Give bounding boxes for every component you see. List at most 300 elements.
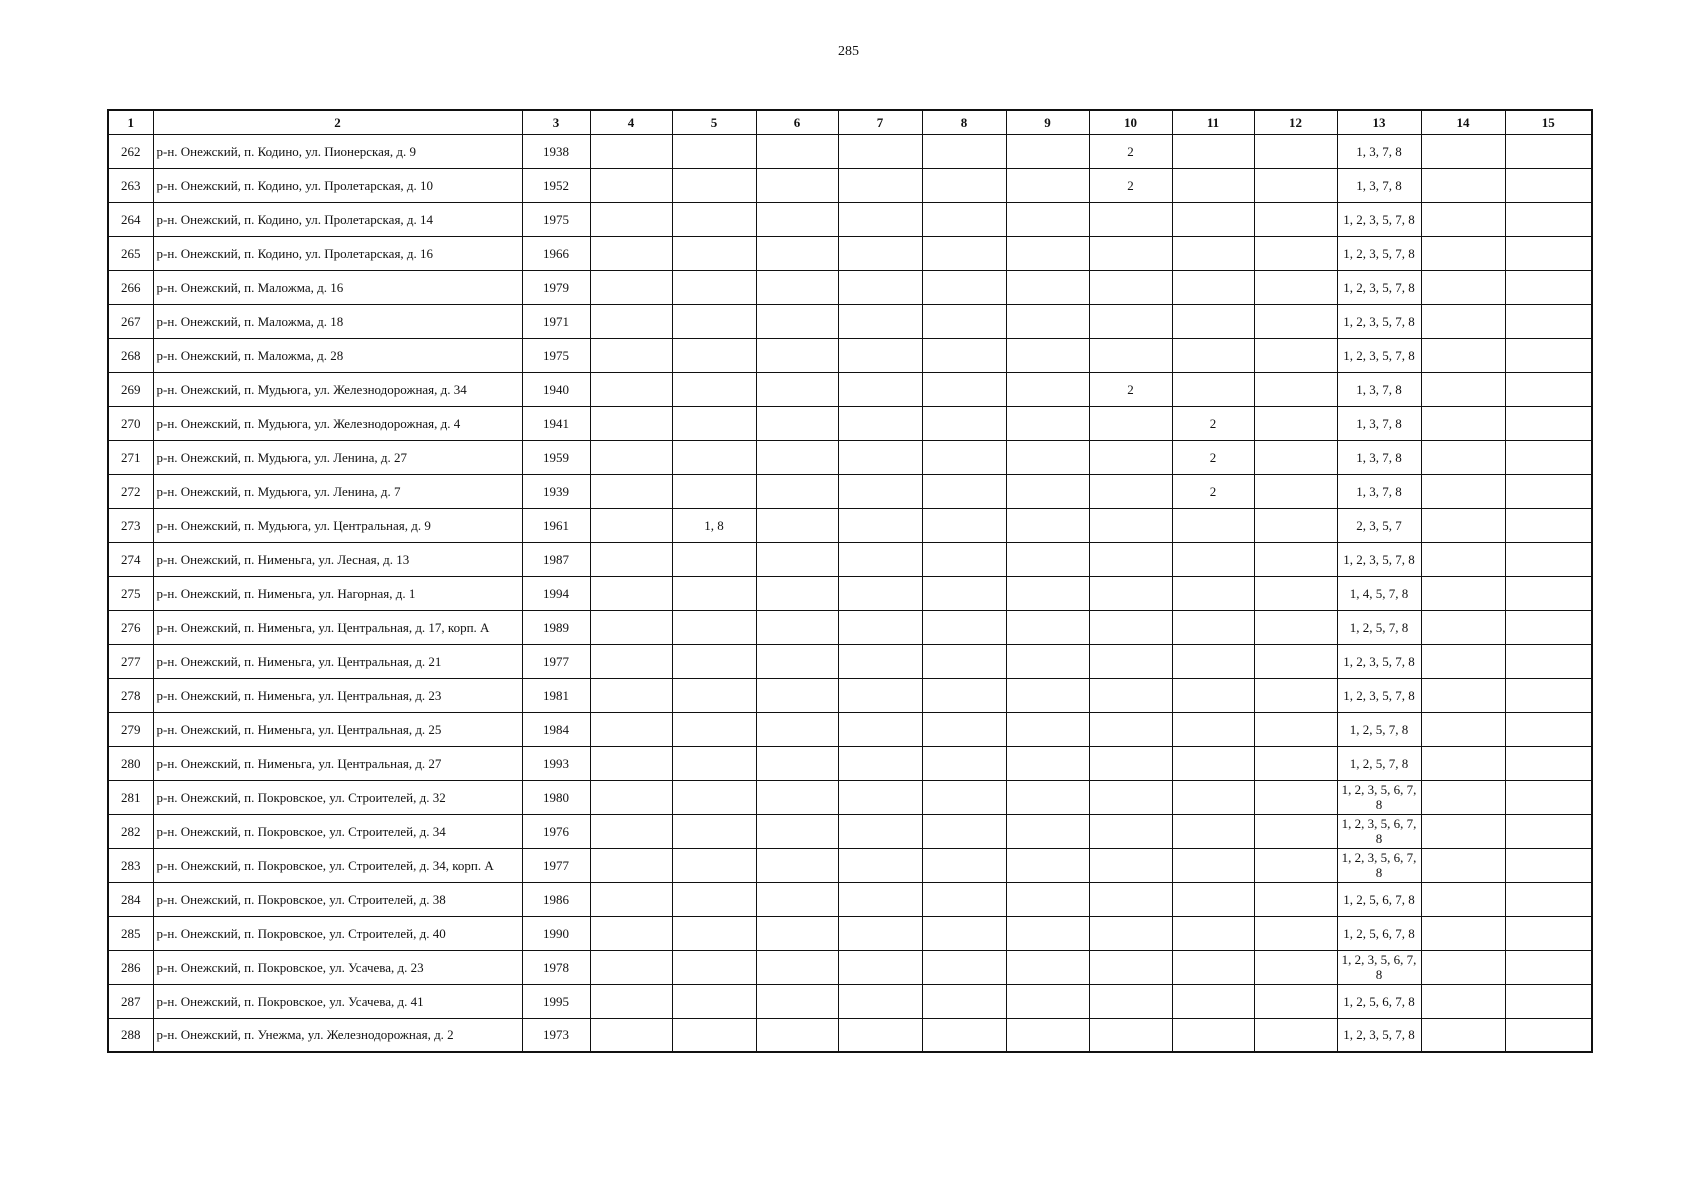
table-cell-col-7 <box>838 882 922 916</box>
page-number: 285 <box>838 44 859 59</box>
table-cell-col-9 <box>1006 202 1089 236</box>
table-cell-col-3: 1952 <box>522 168 590 202</box>
table-cell-col-12 <box>1254 1018 1337 1052</box>
table-cell-col-1: 278 <box>108 678 153 712</box>
column-header-12: 12 <box>1254 110 1337 134</box>
table-cell-col-14 <box>1421 644 1505 678</box>
table-cell-col-3: 1971 <box>522 304 590 338</box>
table-row <box>108 202 1592 236</box>
table-cell-col-11 <box>1172 372 1254 406</box>
table-cell-col-8 <box>922 746 1006 780</box>
table-cell-col-12 <box>1254 984 1337 1018</box>
table-cell-col-9 <box>1006 576 1089 610</box>
table-cell-col-13: 1, 2, 3, 5, 7, 8 <box>1337 202 1421 236</box>
table-cell-col-2: р-н. Онежский, п. Нименьга, ул. Центральная, д. 17, корп. А <box>153 610 522 644</box>
table-cell-col-2: р-н. Онежский, п. Покровское, ул. Строителей, д. 34 <box>153 814 522 848</box>
table-cell-col-15 <box>1505 270 1592 304</box>
table-cell-col-12 <box>1254 712 1337 746</box>
table-cell-col-6 <box>756 678 838 712</box>
column-header-8: 8 <box>922 110 1006 134</box>
table-cell-col-7 <box>838 508 922 542</box>
table-row <box>108 1018 1592 1052</box>
table-cell-col-13: 1, 2, 5, 7, 8 <box>1337 712 1421 746</box>
table-cell-col-15 <box>1505 814 1592 848</box>
table-cell-col-11 <box>1172 610 1254 644</box>
table-row <box>108 542 1592 576</box>
table-row <box>108 644 1592 678</box>
table-cell-col-8 <box>922 610 1006 644</box>
table-cell-col-5 <box>672 916 756 950</box>
table-cell-col-15 <box>1505 202 1592 236</box>
column-header-9: 9 <box>1006 110 1089 134</box>
table-cell-col-9 <box>1006 848 1089 882</box>
table-row <box>108 440 1592 474</box>
table-cell-col-12 <box>1254 202 1337 236</box>
table-cell-col-14 <box>1421 882 1505 916</box>
table-cell-col-1: 271 <box>108 440 153 474</box>
table-cell-col-13: 1, 2, 3, 5, 7, 8 <box>1337 236 1421 270</box>
table-cell-col-2: р-н. Онежский, п. Мудьюга, ул. Железнодорожная, д. 34 <box>153 372 522 406</box>
table-cell-col-12 <box>1254 576 1337 610</box>
table-cell-col-4 <box>590 440 672 474</box>
table-cell-col-8 <box>922 848 1006 882</box>
table-cell-col-9 <box>1006 644 1089 678</box>
table-cell-col-1: 263 <box>108 168 153 202</box>
table-cell-col-3: 1939 <box>522 474 590 508</box>
table-cell-col-11 <box>1172 984 1254 1018</box>
table-cell-col-15 <box>1505 746 1592 780</box>
table-row <box>108 950 1592 984</box>
table-cell-col-2: р-н. Онежский, п. Мудьюга, ул. Ленина, д. 27 <box>153 440 522 474</box>
table-row <box>108 712 1592 746</box>
table-cell-col-5 <box>672 406 756 440</box>
table-cell-col-5 <box>672 304 756 338</box>
table-cell-col-6 <box>756 576 838 610</box>
table-cell-col-14 <box>1421 780 1505 814</box>
table-cell-col-1: 277 <box>108 644 153 678</box>
table-cell-col-1: 288 <box>108 1018 153 1052</box>
table-cell-col-15 <box>1505 950 1592 984</box>
table-cell-col-13: 1, 2, 5, 7, 8 <box>1337 746 1421 780</box>
table-cell-col-13: 1, 2, 3, 5, 6, 7, 8 <box>1337 848 1421 882</box>
column-header-15: 15 <box>1505 110 1592 134</box>
table-cell-col-6 <box>756 338 838 372</box>
table-cell-col-2: р-н. Онежский, п. Нименьга, ул. Центральная, д. 21 <box>153 644 522 678</box>
table-cell-col-9 <box>1006 406 1089 440</box>
table-cell-col-2: р-н. Онежский, п. Покровское, ул. Строителей, д. 40 <box>153 916 522 950</box>
table-cell-col-9 <box>1006 134 1089 168</box>
table-cell-col-11 <box>1172 542 1254 576</box>
table-cell-col-3: 1978 <box>522 950 590 984</box>
table-cell-col-11: 2 <box>1172 474 1254 508</box>
table-cell-col-5: 1, 8 <box>672 508 756 542</box>
table-cell-col-10 <box>1089 678 1172 712</box>
table-cell-col-3: 1940 <box>522 372 590 406</box>
table-row <box>108 372 1592 406</box>
table-cell-col-10 <box>1089 406 1172 440</box>
table-cell-col-4 <box>590 950 672 984</box>
table-cell-col-7 <box>838 270 922 304</box>
table-cell-col-3: 1973 <box>522 1018 590 1052</box>
table-cell-col-6 <box>756 542 838 576</box>
table-cell-col-15 <box>1505 236 1592 270</box>
table-cell-col-10 <box>1089 780 1172 814</box>
table-cell-col-9 <box>1006 780 1089 814</box>
table-cell-col-12 <box>1254 338 1337 372</box>
header-row <box>108 110 1592 134</box>
table-cell-col-6 <box>756 916 838 950</box>
table-cell-col-14 <box>1421 678 1505 712</box>
table-cell-col-5 <box>672 712 756 746</box>
column-header-11: 11 <box>1172 110 1254 134</box>
table-row <box>108 576 1592 610</box>
table-row <box>108 780 1592 814</box>
table-cell-col-1: 267 <box>108 304 153 338</box>
table-cell-col-15 <box>1505 712 1592 746</box>
housing-register-table <box>107 109 1593 1053</box>
table-cell-col-4 <box>590 406 672 440</box>
table-cell-col-10 <box>1089 1018 1172 1052</box>
table-cell-col-11 <box>1172 168 1254 202</box>
table-cell-col-2: р-н. Онежский, п. Мудьюга, ул. Центральная, д. 9 <box>153 508 522 542</box>
table-cell-col-6 <box>756 474 838 508</box>
table-cell-col-7 <box>838 406 922 440</box>
table-cell-col-11 <box>1172 508 1254 542</box>
table-cell-col-3: 1977 <box>522 644 590 678</box>
column-header-3: 3 <box>522 110 590 134</box>
table-cell-col-3: 1981 <box>522 678 590 712</box>
table-cell-col-6 <box>756 168 838 202</box>
table-cell-col-14 <box>1421 474 1505 508</box>
table-cell-col-10 <box>1089 916 1172 950</box>
table-cell-col-3: 1941 <box>522 406 590 440</box>
table-cell-col-5 <box>672 882 756 916</box>
table-cell-col-14 <box>1421 610 1505 644</box>
table-cell-col-9 <box>1006 168 1089 202</box>
table-cell-col-11 <box>1172 338 1254 372</box>
table-cell-col-11 <box>1172 270 1254 304</box>
table-cell-col-2: р-н. Онежский, п. Нименьга, ул. Нагорная, д. 1 <box>153 576 522 610</box>
table-cell-col-12 <box>1254 474 1337 508</box>
table-cell-col-15 <box>1505 678 1592 712</box>
table-row <box>108 508 1592 542</box>
table-cell-col-9 <box>1006 474 1089 508</box>
table-cell-col-3: 1987 <box>522 542 590 576</box>
table-row <box>108 304 1592 338</box>
table-cell-col-1: 265 <box>108 236 153 270</box>
table-cell-col-14 <box>1421 1018 1505 1052</box>
table-cell-col-15 <box>1505 168 1592 202</box>
table-cell-col-5 <box>672 1018 756 1052</box>
table-cell-col-2: р-н. Онежский, п. Покровское, ул. Усачева, д. 41 <box>153 984 522 1018</box>
table-cell-col-12 <box>1254 542 1337 576</box>
table-cell-col-13: 1, 2, 5, 6, 7, 8 <box>1337 984 1421 1018</box>
table-cell-col-7 <box>838 542 922 576</box>
table-cell-col-6 <box>756 236 838 270</box>
table-cell-col-11 <box>1172 916 1254 950</box>
table-cell-col-4 <box>590 814 672 848</box>
table-cell-col-13: 1, 2, 3, 5, 7, 8 <box>1337 542 1421 576</box>
table-cell-col-2: р-н. Онежский, п. Покровское, ул. Строителей, д. 38 <box>153 882 522 916</box>
table-cell-col-11 <box>1172 304 1254 338</box>
table-cell-col-8 <box>922 882 1006 916</box>
table-cell-col-12 <box>1254 610 1337 644</box>
table-cell-col-1: 270 <box>108 406 153 440</box>
table-cell-col-9 <box>1006 270 1089 304</box>
table-cell-col-11: 2 <box>1172 406 1254 440</box>
table-cell-col-5 <box>672 270 756 304</box>
table-cell-col-5 <box>672 848 756 882</box>
table-cell-col-1: 284 <box>108 882 153 916</box>
table-cell-col-3: 1938 <box>522 134 590 168</box>
table-cell-col-4 <box>590 270 672 304</box>
table-row <box>108 270 1592 304</box>
table-row <box>108 236 1592 270</box>
table-cell-col-7 <box>838 304 922 338</box>
table-cell-col-15 <box>1505 338 1592 372</box>
table-cell-col-8 <box>922 236 1006 270</box>
table-row <box>108 134 1592 168</box>
table-cell-col-10 <box>1089 984 1172 1018</box>
table-cell-col-11 <box>1172 678 1254 712</box>
table-cell-col-3: 1975 <box>522 338 590 372</box>
table-cell-col-3: 1959 <box>522 440 590 474</box>
table-cell-col-2: р-н. Онежский, п. Покровское, ул. Строителей, д. 34, корп. А <box>153 848 522 882</box>
column-header-13: 13 <box>1337 110 1421 134</box>
table-cell-col-7 <box>838 440 922 474</box>
table-cell-col-6 <box>756 406 838 440</box>
table-cell-col-13: 1, 2, 5, 6, 7, 8 <box>1337 882 1421 916</box>
table-cell-col-6 <box>756 780 838 814</box>
table-cell-col-12 <box>1254 236 1337 270</box>
table-cell-col-2: р-н. Онежский, п. Покровское, ул. Усачева, д. 23 <box>153 950 522 984</box>
table-cell-col-10: 2 <box>1089 372 1172 406</box>
table-cell-col-13: 1, 3, 7, 8 <box>1337 406 1421 440</box>
table-cell-col-6 <box>756 1018 838 1052</box>
table-cell-col-7 <box>838 644 922 678</box>
table-cell-col-5 <box>672 746 756 780</box>
table-cell-col-13: 1, 2, 3, 5, 7, 8 <box>1337 270 1421 304</box>
table-cell-col-8 <box>922 576 1006 610</box>
table-cell-col-4 <box>590 1018 672 1052</box>
table-cell-col-5 <box>672 202 756 236</box>
table-cell-col-5 <box>672 678 756 712</box>
table-cell-col-1: 262 <box>108 134 153 168</box>
table-cell-col-11 <box>1172 576 1254 610</box>
table-body <box>108 134 1592 1052</box>
table-cell-col-14 <box>1421 406 1505 440</box>
column-header-10: 10 <box>1089 110 1172 134</box>
table-cell-col-14 <box>1421 814 1505 848</box>
table-cell-col-11 <box>1172 202 1254 236</box>
table-cell-col-10 <box>1089 508 1172 542</box>
table-cell-col-1: 275 <box>108 576 153 610</box>
table-cell-col-15 <box>1505 542 1592 576</box>
table-cell-col-11: 2 <box>1172 440 1254 474</box>
table-row <box>108 610 1592 644</box>
table-cell-col-6 <box>756 304 838 338</box>
table-cell-col-13: 1, 2, 5, 6, 7, 8 <box>1337 916 1421 950</box>
table-cell-col-3: 1989 <box>522 610 590 644</box>
table-cell-col-14 <box>1421 542 1505 576</box>
table-cell-col-7 <box>838 372 922 406</box>
table-cell-col-14 <box>1421 508 1505 542</box>
table-cell-col-4 <box>590 508 672 542</box>
table-cell-col-12 <box>1254 950 1337 984</box>
table-cell-col-10 <box>1089 610 1172 644</box>
table-cell-col-10 <box>1089 474 1172 508</box>
table-cell-col-15 <box>1505 916 1592 950</box>
column-header-5: 5 <box>672 110 756 134</box>
table-cell-col-10 <box>1089 746 1172 780</box>
table-cell-col-12 <box>1254 440 1337 474</box>
table-cell-col-10 <box>1089 576 1172 610</box>
table-cell-col-15 <box>1505 882 1592 916</box>
table-cell-col-12 <box>1254 746 1337 780</box>
table-cell-col-12 <box>1254 168 1337 202</box>
table-row <box>108 984 1592 1018</box>
table-cell-col-9 <box>1006 882 1089 916</box>
table-cell-col-9 <box>1006 746 1089 780</box>
table-cell-col-10 <box>1089 848 1172 882</box>
table-cell-col-9 <box>1006 236 1089 270</box>
table-cell-col-8 <box>922 202 1006 236</box>
table-header <box>108 110 1592 134</box>
table-cell-col-3: 1966 <box>522 236 590 270</box>
table-cell-col-4 <box>590 542 672 576</box>
table-cell-col-6 <box>756 950 838 984</box>
table-cell-col-8 <box>922 644 1006 678</box>
table-cell-col-15 <box>1505 848 1592 882</box>
table-cell-col-2: р-н. Онежский, п. Мудьюга, ул. Железнодорожная, д. 4 <box>153 406 522 440</box>
table-cell-col-3: 1984 <box>522 712 590 746</box>
table-cell-col-11 <box>1172 882 1254 916</box>
table-cell-col-8 <box>922 270 1006 304</box>
table-cell-col-9 <box>1006 712 1089 746</box>
table-cell-col-1: 283 <box>108 848 153 882</box>
table-cell-col-3: 1961 <box>522 508 590 542</box>
table-cell-col-7 <box>838 984 922 1018</box>
table-cell-col-1: 268 <box>108 338 153 372</box>
table-cell-col-14 <box>1421 440 1505 474</box>
table-cell-col-1: 287 <box>108 984 153 1018</box>
table-cell-col-8 <box>922 916 1006 950</box>
table-cell-col-10 <box>1089 542 1172 576</box>
table-cell-col-6 <box>756 508 838 542</box>
table-cell-col-14 <box>1421 270 1505 304</box>
table-cell-col-10 <box>1089 440 1172 474</box>
table-cell-col-2: р-н. Онежский, п. Покровское, ул. Строителей, д. 32 <box>153 780 522 814</box>
table-cell-col-15 <box>1505 440 1592 474</box>
table-cell-col-8 <box>922 984 1006 1018</box>
table-cell-col-3: 1986 <box>522 882 590 916</box>
table-cell-col-2: р-н. Онежский, п. Нименьга, ул. Центральная, д. 23 <box>153 678 522 712</box>
table-row <box>108 678 1592 712</box>
table-cell-col-11 <box>1172 950 1254 984</box>
table-cell-col-7 <box>838 202 922 236</box>
table-cell-col-7 <box>838 712 922 746</box>
table-cell-col-12 <box>1254 270 1337 304</box>
table-cell-col-5 <box>672 134 756 168</box>
table-cell-col-1: 281 <box>108 780 153 814</box>
column-header-1: 1 <box>108 110 153 134</box>
table-cell-col-8 <box>922 1018 1006 1052</box>
table-cell-col-15 <box>1505 610 1592 644</box>
table-cell-col-9 <box>1006 610 1089 644</box>
table-cell-col-11 <box>1172 644 1254 678</box>
table-cell-col-2: р-н. Онежский, п. Мудьюга, ул. Ленина, д. 7 <box>153 474 522 508</box>
table-cell-col-5 <box>672 644 756 678</box>
table-cell-col-4 <box>590 474 672 508</box>
table-cell-col-8 <box>922 950 1006 984</box>
table-cell-col-7 <box>838 576 922 610</box>
table-cell-col-12 <box>1254 372 1337 406</box>
table-cell-col-9 <box>1006 950 1089 984</box>
table-cell-col-2: р-н. Онежский, п. Маложма, д. 16 <box>153 270 522 304</box>
table-cell-col-12 <box>1254 882 1337 916</box>
table-cell-col-13: 1, 2, 5, 7, 8 <box>1337 610 1421 644</box>
table-row <box>108 168 1592 202</box>
table-cell-col-4 <box>590 644 672 678</box>
table-cell-col-15 <box>1505 304 1592 338</box>
table-cell-col-4 <box>590 916 672 950</box>
table-cell-col-14 <box>1421 712 1505 746</box>
table-cell-col-5 <box>672 780 756 814</box>
table-cell-col-14 <box>1421 338 1505 372</box>
table-cell-col-13: 1, 2, 3, 5, 6, 7, 8 <box>1337 780 1421 814</box>
table-cell-col-9 <box>1006 372 1089 406</box>
table-cell-col-3: 1995 <box>522 984 590 1018</box>
table-cell-col-3: 1980 <box>522 780 590 814</box>
table-cell-col-3: 1977 <box>522 848 590 882</box>
table-cell-col-14 <box>1421 236 1505 270</box>
table-cell-col-14 <box>1421 746 1505 780</box>
table-row <box>108 916 1592 950</box>
table-cell-col-11 <box>1172 780 1254 814</box>
table-cell-col-14 <box>1421 848 1505 882</box>
column-header-6: 6 <box>756 110 838 134</box>
table-row <box>108 814 1592 848</box>
table-cell-col-4 <box>590 712 672 746</box>
table-cell-col-6 <box>756 712 838 746</box>
table-cell-col-12 <box>1254 644 1337 678</box>
table-cell-col-8 <box>922 134 1006 168</box>
table-cell-col-4 <box>590 304 672 338</box>
table-cell-col-7 <box>838 746 922 780</box>
table-cell-col-10 <box>1089 644 1172 678</box>
table-cell-col-2: р-н. Онежский, п. Кодино, ул. Пионерская, д. 9 <box>153 134 522 168</box>
table-cell-col-9 <box>1006 1018 1089 1052</box>
table-cell-col-4 <box>590 202 672 236</box>
table-cell-col-9 <box>1006 814 1089 848</box>
table-cell-col-13: 1, 2, 3, 5, 7, 8 <box>1337 678 1421 712</box>
table-cell-col-8 <box>922 338 1006 372</box>
table-row <box>108 848 1592 882</box>
table-cell-col-3: 1993 <box>522 746 590 780</box>
table-cell-col-11 <box>1172 814 1254 848</box>
table-cell-col-13: 1, 4, 5, 7, 8 <box>1337 576 1421 610</box>
table-cell-col-11 <box>1172 134 1254 168</box>
table-cell-col-6 <box>756 882 838 916</box>
table-cell-col-10 <box>1089 882 1172 916</box>
table-cell-col-10 <box>1089 202 1172 236</box>
table-cell-col-13: 1, 3, 7, 8 <box>1337 372 1421 406</box>
table-cell-col-15 <box>1505 576 1592 610</box>
table-cell-col-5 <box>672 338 756 372</box>
table-cell-col-3: 1994 <box>522 576 590 610</box>
table-cell-col-7 <box>838 678 922 712</box>
table-cell-col-7 <box>838 916 922 950</box>
